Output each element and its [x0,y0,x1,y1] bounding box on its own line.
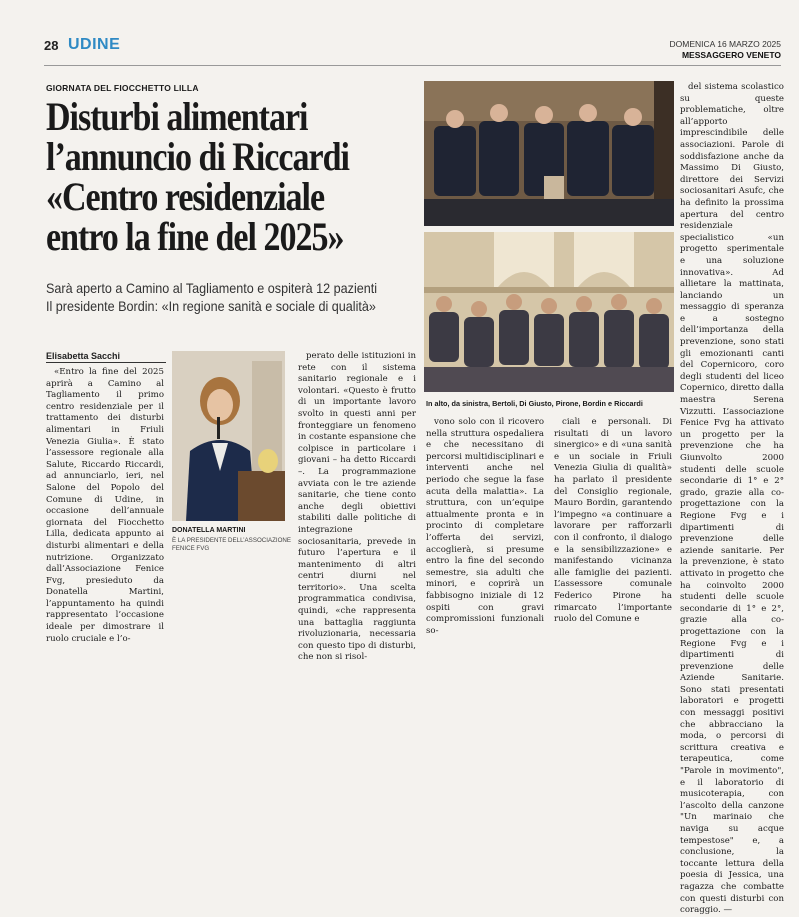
header-rule [44,65,781,66]
article-column-2 [298,351,416,663]
paragraph: ciali e personali. Di risultati di un lavoro sinergico» e di «una sanità e un sociale in Friuli Venezia Giulia di qualità» ha parlato il presidente del Consiglio regionale, Mauro Bordin, garantendo l’impegno «a continuare a lavorare per rafforzarli con il confronto, il dialogo e la sensibilizzazione» e manifestando vicinanza alle famiglie dei pazienti. L’assessore comunale Federico Pirone ha rimarcato l’importante ruolo del Comune e [554,417,672,625]
headline [46,94,357,259]
portrait-photo [172,351,285,521]
page-number: 28 [44,38,59,53]
article-column-5 [680,82,784,916]
article-column-4 [554,417,672,625]
headline-line: «Centro residenziale [46,174,325,219]
section-title: UDINE [68,36,121,53]
article-column-3 [426,417,544,636]
audience-photo [424,232,674,392]
newspaper-name: MESSAGGERO VENETO [681,50,781,60]
subtitle-line: Il presidente Bordin: «In regione sanità e sociale di qualità» [46,298,376,314]
paragraph: del sistema scolastico su queste problematiche, oltre all’apporto imprescindibile delle associazioni. Parole di soddisfazione anche da Massimo Di Giusto, direttore dei Servizi sociosanitari Asufc, che ha definito la prossima apertura del centro residenziale specialistico «un progetto sperimentale e una soluzione innovativa». Ad allietare la mattinata, lanciando un messaggio di speranza e a sostegno dell’importanza della prevenzione, sono stati gli emozionanti canti del Copernicoro, coro degli studenti del liceo Copernico, diretto dalla maestra Serena Vizzutti. L’associazione Fenice Fvg ha attivato un progetto per la prevenzione che ha Giunvolto 2000 studenti delle scuole secondarie di 1° e 2° grado, grazie alla co-progettazione con la Regione Fvg e i dipartimenti di prevenzione delle aziende sanitarie. Per la prevenzione, è stato attivato in progetto che ha coinvolto 2000 studenti delle scuole secondarie di 1° e 2°, grazie alla co-progettazione con la Regione Fvg e i dipartimenti di prevenzione delle Aziende Sanitarie. Sono stati presentati laboratori e progetti con messaggi positivi che abbracciano la moda, o percorsi di scrittura creativa e terapeutica, come "Parole in movimento", e il laboratorio di musicoterapia, con l’ascolto della canzone "Un marinaio che naviga su acque tempestose" e, a conclusione, la toccante lettura della poesia di Jessica, una ragazza che combatte con questi disturbi con coraggio. — [680,82,784,916]
issue-date: DOMENICA 16 MARZO 2025 [669,39,781,49]
kicker: GIORNATA DEL FIOCCHETTO LILLA [46,83,199,93]
author-rule [46,362,166,363]
headline-line: l’annuncio di Riccardi [46,134,349,179]
portrait-caption-name: DONATELLA MARTINI [172,527,246,534]
group-photo-caption: In alto, da sinistra, Bertoli, Di Giusto, Pirone, Bordin e Riccardi [426,399,643,408]
subtitle [46,279,424,315]
group-photo-top-illustration [424,81,674,226]
author-name: Elisabetta Sacchi [46,351,121,361]
paragraph: «Entro la fine del 2025 aprirà a Camino al Tagliamento il primo centro residenziale per il trattamento dei disturbi alimentari in Friuli Venezia Giulia». È stato l’assessore regionale alla Salute, Riccardo Riccardi, ad annunciarlo, ieri, nel Salone del Popolo del Comune di Udine, in occasione dell’annuale giornata del Fiocchetto Lilla, dedicata appunto ai disturbi alimentari e della nutrizione. Organizzato dall’Associazione Fenice Fvg, presieduto da Donatella Martini, l’appuntamento ha quindi rappresentato l’occasione ideale per dimostrare il ruolo cruciale e l’o- [46,367,164,644]
audience-photo-illustration [424,232,674,392]
headline-line: Disturbi alimentari [46,94,308,139]
subtitle-line: Sarà aperto a Camino al Tagliamento e ospiterà 12 pazienti [46,280,378,296]
paragraph: vono solo con il ricovero nella struttura ospedaliera e che necessitano di percorsi multidisciplinari e interventi anche nel periodo che segue la fase acuta della malattia». La struttura, con un’equipe attualmente pronta e in procinto di completare l’offerta dei servizi, accoglierà, si presume entro la fine del secondo semestre, sia adulti che minori, e coprirà un fabbisogno iniziale di 12 ospiti con gravi compromissioni funzionali so- [426,417,544,636]
article-column-1 [46,367,164,644]
group-photo-top [424,81,674,226]
portrait-illustration [172,351,285,521]
paragraph: perato delle istituzioni in rete con il sistema sanitario regionale e i volontari. «Questo è frutto di un importante lavoro svolto in questi anni per fronteggiare un fenomeno in costante espansione che colpisce in particolare i giovani – ha detto Riccardi –. La programmazione avviata con le tre aziende sanitarie, che tiene conto anche degli obiettivi stabiliti dalle politiche di integrazione sociosanitaria, prevede in futuro l’apertura e il mantenimento di altri centri diurni nel territorio». Una scelta programmatica condivisa, quindi, «che rappresenta una battaglia raggiunta rivoluzionaria, necessaria con questo tipo di disturbi, che non si risol- [298,351,416,663]
portrait-caption-role: È LA PRESIDENTE DELL’ASSOCIAZIONE FENICE FVG [172,537,291,552]
headline-line: entro la fine del 2025» [46,214,344,259]
